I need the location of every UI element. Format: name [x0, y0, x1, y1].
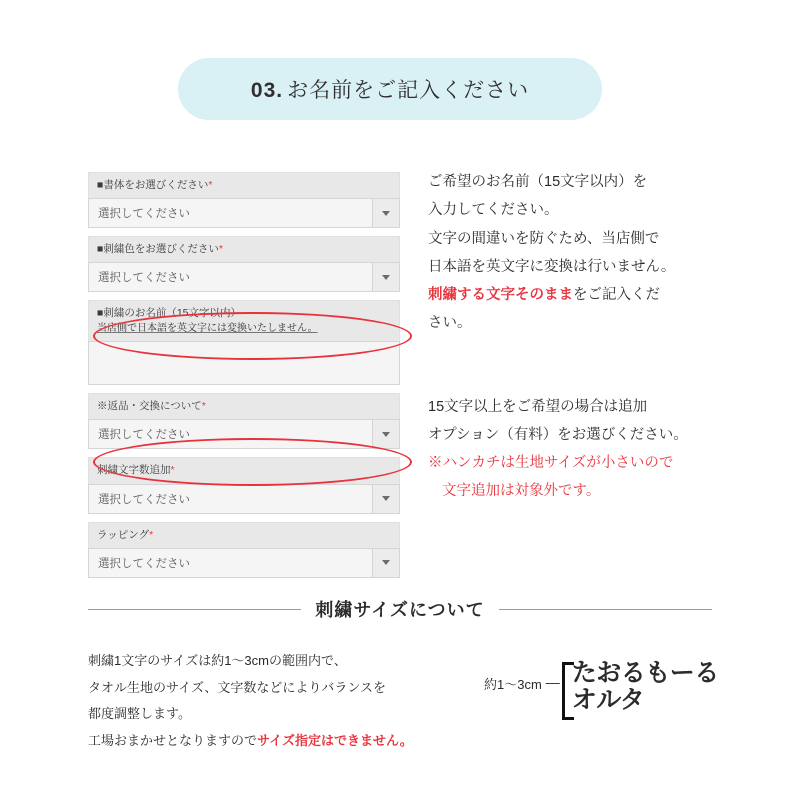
field-label-extra-characters — [88, 457, 400, 483]
select-font-style[interactable] — [88, 198, 400, 228]
section-header-pill — [178, 58, 602, 120]
label-text: ■書体をお選びください — [97, 179, 209, 191]
select-value: 選択してください — [98, 272, 190, 285]
select-thread-color[interactable] — [88, 262, 400, 292]
chevron-down-icon[interactable] — [372, 485, 399, 513]
field-note-embroidery-name: 当店側で日本語を英文字には変換いたしません。 — [97, 322, 318, 334]
section-title-text: お名前をご記入ください — [287, 79, 530, 102]
size-description-line: タオル生地のサイズ、文字数などによりバランスを — [88, 679, 386, 695]
label-text: ■刺繍のお名前（15文字以内） — [97, 307, 242, 320]
required-mark: * — [149, 528, 154, 541]
instruction-line: さい。 — [428, 315, 472, 332]
size-description — [88, 648, 468, 755]
select-return-policy[interactable] — [88, 419, 400, 449]
instructions-column — [428, 168, 758, 506]
required-mark: * — [170, 464, 175, 477]
instruction-line: 15文字以上をご希望の場合は追加 — [428, 398, 648, 415]
size-description-normal: 工場おまかせとなりますので — [88, 732, 258, 748]
field-return-policy — [88, 393, 400, 449]
size-description-warning: サイズ指定はできません。 — [257, 732, 413, 748]
chevron-down-icon[interactable] — [372, 420, 399, 448]
page-title — [251, 74, 529, 104]
instruction-line: 文字の間違いを防ぐため、当店側で — [428, 230, 660, 247]
instruction-line-emphasis — [428, 281, 758, 309]
divider-line-right — [499, 609, 712, 610]
input-embroidery-name[interactable] — [88, 341, 400, 385]
logo-line-1: たおるもーる — [571, 659, 719, 687]
select-value: 選択してください — [98, 557, 190, 570]
instruction-line: ご希望のお名前（15文字以内）を — [428, 174, 648, 190]
logo-dash: — — [545, 674, 560, 690]
brand-logo — [562, 660, 719, 714]
divider-line-left — [88, 609, 301, 610]
field-font-style — [88, 172, 400, 228]
field-embroidery-name — [88, 300, 400, 385]
size-annotation: 約1〜3cm — [484, 677, 542, 692]
label-text: ラッピング — [97, 528, 150, 541]
field-wrapping — [88, 522, 400, 578]
order-form — [88, 172, 400, 586]
chevron-down-icon[interactable] — [372, 263, 399, 291]
instruction-line: 日本語を英文字に変換は行いません。 — [428, 258, 676, 275]
instruction-warning: ※ハンカチは生地サイズが小さいので — [428, 455, 674, 472]
chevron-down-icon[interactable] — [372, 549, 399, 577]
section-divider-embroidery-size — [88, 596, 712, 622]
divider-title: 刺繍サイズについて — [315, 600, 485, 620]
instruction-line-rest: をご記入くだ — [573, 287, 660, 304]
label-text: 刺繍文字数追加 — [97, 464, 171, 477]
section-number: 03. — [250, 79, 284, 102]
instruction-warning: 文字追加は対象外です。 — [442, 483, 601, 500]
bracket-icon — [562, 662, 574, 720]
select-extra-characters[interactable] — [88, 484, 400, 514]
required-mark: * — [208, 179, 213, 191]
size-description-line: 都度調整します。 — [88, 706, 191, 722]
brand-logo-area — [484, 660, 764, 714]
field-thread-color — [88, 236, 400, 292]
select-value: 選択してください — [98, 208, 190, 221]
instructions-block-extra — [428, 393, 758, 506]
field-label-font-style — [88, 172, 400, 198]
size-description-line-emphasis — [88, 728, 468, 755]
required-mark: * — [201, 400, 206, 413]
field-label-wrapping — [88, 522, 400, 548]
chevron-down-icon[interactable] — [372, 199, 399, 227]
select-value: 選択してください — [98, 493, 190, 506]
select-value: 選択してください — [98, 429, 190, 442]
select-wrapping[interactable] — [88, 548, 400, 578]
size-description-line: 刺繍1文字のサイズは約1〜3cmの範囲内で、 — [88, 653, 347, 668]
logo-line-2: オルタ — [571, 686, 645, 714]
emphasis-text: 刺繍する文字そのまま — [428, 287, 573, 304]
instruction-line: 入力してください。 — [428, 202, 559, 219]
field-label-thread-color — [88, 236, 400, 262]
field-label-return-policy — [88, 393, 400, 419]
field-label-embroidery-name — [88, 300, 400, 341]
label-text: ※返品・交換について — [97, 400, 202, 413]
required-mark: * — [218, 243, 223, 256]
field-extra-characters — [88, 457, 400, 513]
label-text: ■刺繍色をお選びください — [97, 243, 219, 256]
instruction-line: オプション（有料）をお選びください。 — [428, 426, 688, 443]
